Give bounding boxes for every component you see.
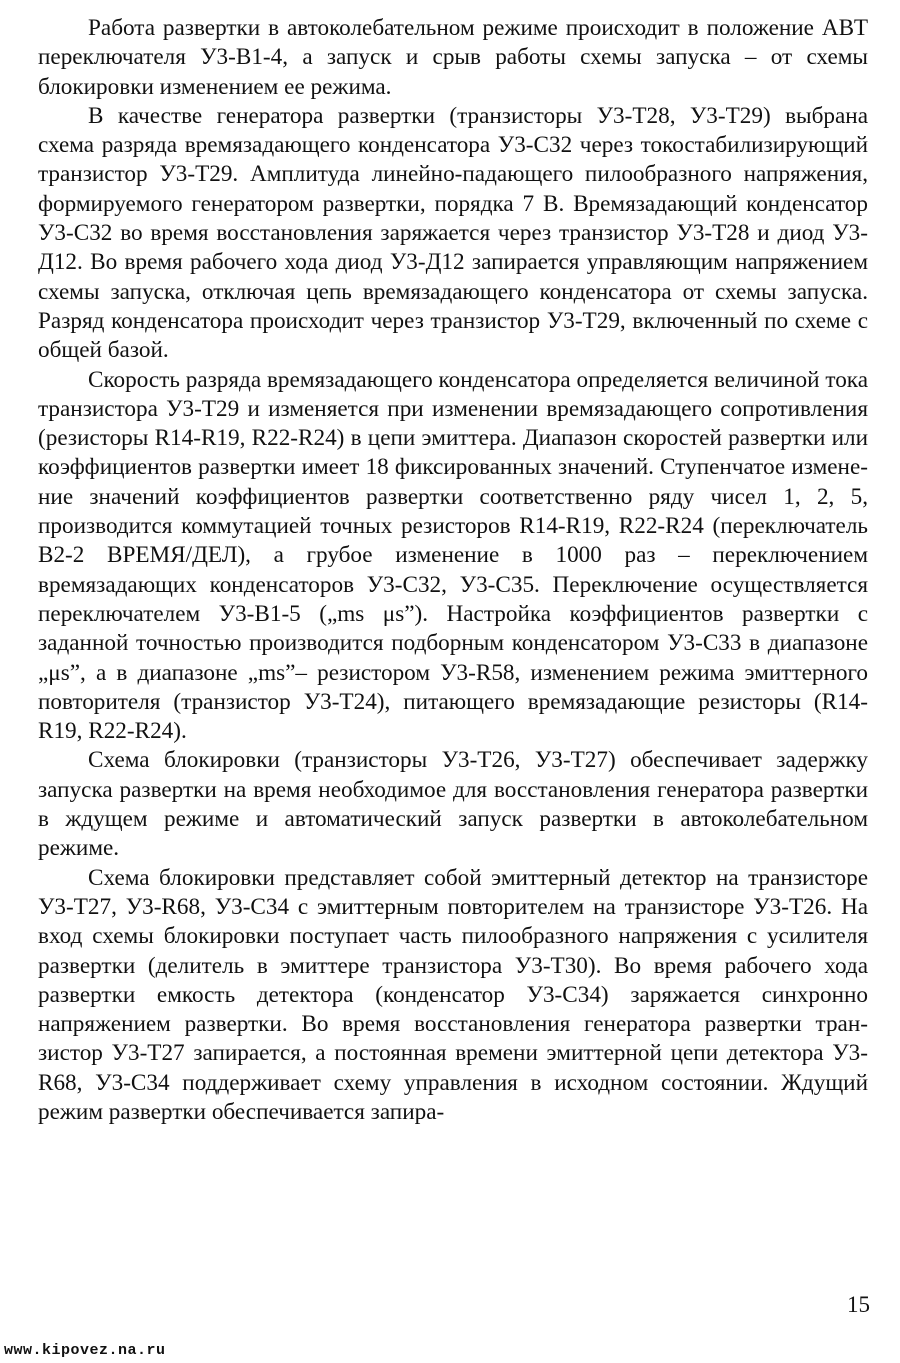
watermark-url: www.kipovez.na.ru (4, 1342, 166, 1359)
page-number: 15 (847, 1292, 870, 1317)
paragraph-5: Схема блокировки представляет собой эмиттерный детектор на транзисторе У3-Т27, У3-R68, У3-С34 с эмиттерным повторителем на транзисторе У3-Т26. На вход схемы блокировки поступает часть пилообразного напряжения с усилителя развертки (делитель в эмиттере транзистора У3-Т30). Во время рабочего хода развертки емкость детектора (конденсатор У3-С34) заряжается синхронно напряжением развертки. Во время восстановления генератора развертки транзистор У3-Т27 запирается, а постоянная времени эмиттерной цепи детектора У3-R68, У3-С34 поддерживает схему управления в исходном состоянии. Ждущий режим развертки обеспечивается запира- (38, 864, 868, 1125)
paragraph-2: В качестве генератора развертки (транзисторы У3-Т28, У3-Т29) выбрана схема разряда времязадающего конденсатора У3-С32 через токостабилизирующий транзистор У3-Т29. Амплитуда линейно-падающего пилообразного напряжения, формируемого генератором развертки, порядка 7 В. Времязадающий конденсатор У3-С32 во время восстановления заряжается через транзистор У3-Т28 и диод У3-Д12. Во время рабочего хода диод У3-Д12 запирается управляющим напряжением схемы запуска, отключая цепь времязадающего конденсатора от схемы запуска. Разряд конденсатора происходит через транзистор У3-Т29, включенный по схеме с общей базой. (38, 102, 868, 364)
page-body (38, 14, 868, 1127)
paragraph-3: Скорость разряда времязадающего конденсатора определяется величиной тока транзистора У3-Т29 и изменяется при изменении времязадающего сопротивления (резисторы R14-R19, R22-R24) в цепи эмиттера. Диапазон скоростей развертки или коэффициентов развертки имеет 18 фиксированных значений. Ступенчатое изменение значений коэффициентов развертки соответственно ряду чисел 1, 2, 5, производится коммутацией точных резисторов R14-R19, R22-R24 (переключатель В2-2 ВРЕМЯ/ДЕЛ), а грубое изменение в 1000 раз – переключением времязадающих конденсаторов У3-С32, У3-С35. Переключение осуществляется переключателем У3-В1-5 („ms μs”). Настройка коэффициентов развертки с заданной точностью производится подборным конденсатором У3-С33 в диапазоне „μs”, а в диапазоне „ms”– резистором У3-R58, изменением режима эмиттерного повторителя (транзистор У3-Т24), питающего времязадающие резисторы (R14-R19, R22-R24). (38, 366, 868, 745)
paragraph-1: Работа развертки в автоколебательном режиме происходит в положение АВТ переключателя У3-В1-4, а запуск и срыв работы схемы запуска – от схемы блокировки изменением ее режима. (38, 15, 868, 100)
paragraph-4: Схема блокировки (транзисторы У3-Т26, У3-Т27) обеспечивает задержку запуска развертки на время необходимое для восстановления генератора развертки в ждущем режиме и автоматический запуск развертки в автоколебательном режиме. (38, 747, 868, 862)
